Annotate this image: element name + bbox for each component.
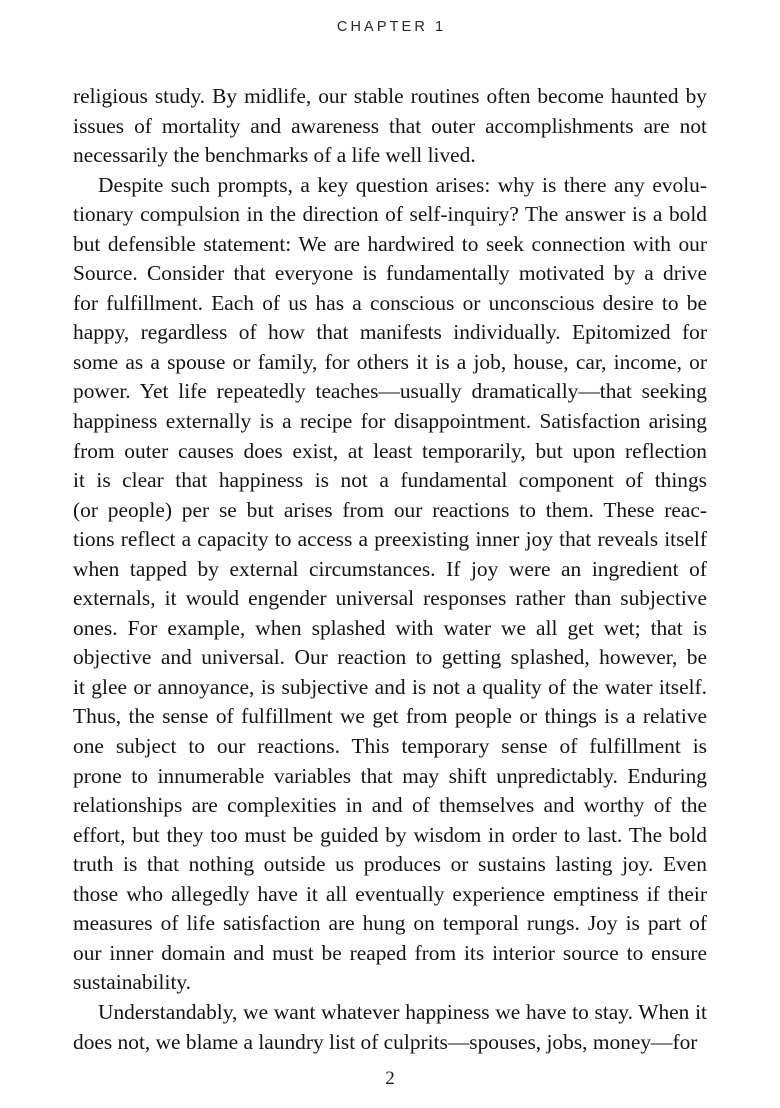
text-line: relationships are complexities in and of themselves and worthy of the xyxy=(73,793,707,818)
text-line: our inner domain and must be reaped from its interior source to ensure xyxy=(73,940,707,965)
text-line: tionary compulsion in the direction of self-inquiry? The answer is a bold xyxy=(73,202,707,227)
paragraph xyxy=(73,82,707,171)
text-line: effort, but they too must be guided by wisdom in order to last. The bold xyxy=(73,822,707,847)
text-line: Source. Consider that everyone is fundamentally motivated by a drive xyxy=(73,261,707,286)
text-line: (or people) per se but arises from our reactions to them. These reac- xyxy=(73,497,707,522)
text-line: it glee or annoyance, is subjective and is not a quality of the water itself. xyxy=(73,674,707,699)
text-line: necessarily the benchmarks of a life well lived. xyxy=(73,143,476,168)
text-line: from outer causes does exist, at least temporarily, but upon reflection xyxy=(73,438,707,463)
text-line: truth is that nothing outside us produces or sustains lasting joy. Even xyxy=(73,852,707,877)
text-line: tions reflect a capacity to access a preexisting inner joy that reveals itself xyxy=(73,527,707,552)
text-line: issues of mortality and awareness that outer accomplishments are not xyxy=(73,113,707,138)
text-line: Despite such prompts, a key question arises: why is there any evolu- xyxy=(98,172,707,197)
text-line: ones. For example, when splashed with water we all get wet; that is xyxy=(73,615,707,640)
text-line: Thus, the sense of fulfillment we get from people or things is a relative xyxy=(73,704,707,729)
text-line: happy, regardless of how that manifests individually. Epitomized for xyxy=(73,320,707,345)
paragraph xyxy=(73,171,707,998)
text-line: measures of life satisfaction are hung on temporal rungs. Joy is part of xyxy=(73,911,707,936)
text-line: does not, we blame a laundry list of culprits—spouses, jobs, money—for xyxy=(73,1029,698,1054)
text-line: externals, it would engender universal responses rather than subjective xyxy=(73,586,707,611)
body-text-block xyxy=(73,82,707,1057)
text-line: some as a spouse or family, for others it is a job, house, car, income, or xyxy=(73,349,707,374)
text-line: it is clear that happiness is not a fundamental component of things xyxy=(73,468,707,493)
page-number: 2 xyxy=(385,1068,395,1089)
text-line: objective and universal. Our reaction to getting splashed, however, be xyxy=(73,645,707,670)
text-line: happiness externally is a recipe for disappointment. Satisfaction arising xyxy=(73,409,707,434)
text-line: power. Yet life repeatedly teaches—usually dramatically—that seeking xyxy=(73,379,707,404)
text-line: but defensible statement: We are hardwired to seek connection with our xyxy=(73,231,707,256)
text-line: one subject to our reactions. This temporary sense of fulfillment is xyxy=(73,734,707,759)
text-line: sustainability. xyxy=(73,970,192,995)
running-head-chapter: CHAPTER 1 xyxy=(336,19,447,35)
text-line: prone to innumerable variables that may shift unpredictably. Enduring xyxy=(73,763,707,788)
text-line: religious study. By midlife, our stable routines often become haunted by xyxy=(73,84,707,108)
text-line: Understandably, we want whatever happiness we have to stay. When it xyxy=(98,999,707,1024)
text-line: when tapped by external circumstances. If joy were an ingredient of xyxy=(73,556,707,581)
text-line: for fulfillment. Each of us has a conscious or unconscious desire to be xyxy=(73,290,707,315)
text-line: those who allegedly have it all eventually experience emptiness if their xyxy=(73,881,707,906)
paragraph xyxy=(73,998,707,1057)
